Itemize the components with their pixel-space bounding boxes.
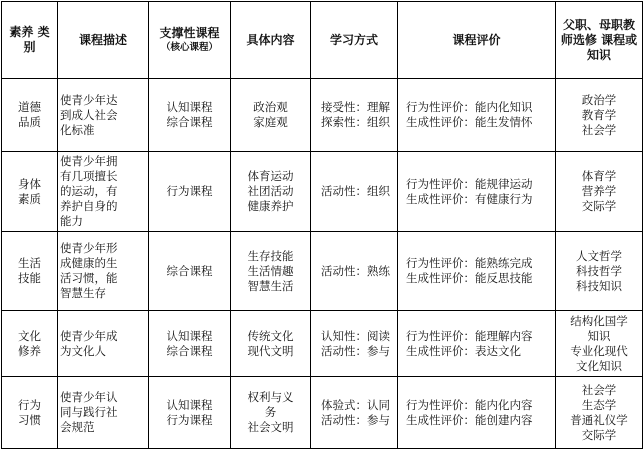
evaluation-line: 生成性评价：能生发情怀 [406,115,533,129]
knowledge-cell [556,232,643,311]
description-line: 使青少年形 [60,241,118,255]
table-row [2,232,643,311]
table-row [2,79,643,152]
learning-line: 活动性：熟练 [321,263,390,278]
evaluation-cell [398,232,556,311]
description-line: 会规范 [60,420,95,434]
description-line: 养护自身的 [60,199,118,213]
category-cell [2,152,58,232]
knowledge-line: 专业化现代 [570,343,628,358]
content-line: 智慧生活 [247,278,294,293]
content-line: 权利与义 [247,390,294,404]
header-knowledge-line: 师选修 [560,32,597,47]
knowledge-line: 知识 [587,328,611,343]
header-evaluation: 课程评价 [398,2,556,79]
category-line: 身体 [18,176,41,191]
category-line: 行为 [18,397,41,412]
category-line: 生活 [18,256,41,270]
category-line: 道德 [18,100,41,114]
description-line: 化标准 [60,122,95,137]
header-category-line: 素养 [9,25,34,39]
support-course-line: 综合课程 [166,343,213,358]
support-course-line: 行为课程 [166,412,213,427]
learning-line: 体验式：认同 [321,397,390,412]
knowledge-line: 体育学 [581,169,617,183]
category-line: 素质 [18,191,41,206]
description-line: 智慧生存 [60,286,106,300]
category-line: 技能 [18,271,41,285]
description-cell [58,377,149,449]
learning-cell [311,152,398,232]
evaluation-line: 生成性评价：能创建内容 [406,412,533,427]
category-cell [2,311,58,377]
knowledge-cell [556,377,643,449]
content-line: 社团活动 [247,184,294,198]
header-support-course-title: 支撑性课程 [159,26,220,40]
header-support-course [149,2,231,79]
table-row [2,377,643,449]
knowledge-line: 社会学 [581,382,617,397]
support-course-line: 综合课程 [166,263,213,278]
evaluation-cell [398,79,556,152]
learning-cell [311,377,398,449]
support-course-line: 认知课程 [166,100,213,114]
support-course-cell [149,311,231,377]
description-line: 成健康的生 [60,256,118,270]
description-line: 为文化人 [60,343,106,358]
header-category [2,2,58,79]
description-cell [58,232,149,311]
evaluation-cell [398,152,556,232]
learning-cell [311,79,398,152]
support-course-cell [149,79,231,152]
category-cell [2,79,58,152]
header-category-line: 类别 [23,25,50,54]
category-line: 文化 [18,328,41,343]
description-line: 的运动，有 [60,184,118,198]
content-line: 务 [264,405,277,419]
content-line: 传统文化 [247,328,294,343]
support-course-line: 行为课程 [166,184,213,198]
description-cell [58,152,149,232]
support-course-line: 综合课程 [166,115,213,129]
description-line: 使青少年认 [60,390,118,404]
support-course-cell [149,152,231,232]
content-cell [231,152,311,232]
evaluation-line: 行为性评价：能熟练完成 [406,256,533,270]
evaluation-cell [398,377,556,449]
knowledge-line: 教育学 [581,107,617,122]
knowledge-line: 文化知识 [576,358,622,373]
learning-line: 接受性：理解 [321,100,390,114]
evaluation-line: 行为性评价：能内化知识 [406,100,533,114]
category-line: 品质 [18,115,41,129]
content-cell [231,311,311,377]
content-line: 政治观 [253,100,288,114]
knowledge-line: 科技知识 [576,278,622,293]
header-description: 课程描述 [58,2,149,79]
knowledge-line: 科技哲学 [576,263,622,278]
support-course-cell [149,377,231,449]
description-cell [58,311,149,377]
content-line: 生存技能 [247,248,294,263]
description-line: 使青少年成 [60,328,118,343]
header-knowledge [556,2,643,79]
knowledge-line: 结构化国学 [570,313,628,328]
content-line: 健康养护 [247,199,294,213]
evaluation-line: 生成性评价：有健康行为 [406,191,533,206]
knowledge-cell [556,311,643,377]
description-line: 活习惯，能 [60,271,118,285]
evaluation-line: 生成性评价：能反思技能 [406,271,533,285]
header-knowledge-line: 课程或知识 [586,32,638,62]
content-line: 现代文明 [247,343,294,358]
curriculum-table [1,1,643,449]
header-learning: 学习方式 [311,2,398,79]
evaluation-line: 生成性评价：表达文化 [406,343,521,358]
learning-line: 认知性：阅读 [321,328,390,343]
content-line: 社会文明 [247,420,294,434]
header-row [2,2,643,79]
table-body [2,79,643,449]
knowledge-line: 生态学 [581,397,617,412]
header-content: 具体内容 [231,2,311,79]
content-line: 体育运动 [247,169,294,183]
support-course-line: 认知课程 [166,328,213,343]
description-line: 使青少年拥 [60,154,118,168]
description-line: 有几项擅长 [60,169,118,183]
knowledge-line: 社会学 [581,122,617,137]
table-row [2,152,643,232]
category-line: 修养 [18,343,41,358]
evaluation-line: 行为性评价：能理解内容 [406,328,533,343]
knowledge-line: 营养学 [581,184,617,198]
evaluation-line: 行为性评价：能规律运动 [406,176,533,191]
header-knowledge-line: 父职、母职教 [562,17,635,32]
content-cell [231,232,311,311]
description-line: 能力 [60,214,83,228]
evaluation-line: 行为性评价：能内化内容 [406,397,533,412]
description-line: 使青少年达 [60,92,118,107]
content-line: 家庭观 [253,115,288,129]
knowledge-line: 交际学 [581,427,617,442]
table-row [2,311,643,377]
category-cell [2,377,58,449]
learning-line: 活动性：参与 [321,412,390,427]
description-line: 到成人社会 [60,107,118,122]
content-cell [231,377,311,449]
knowledge-line: 交际学 [581,199,617,213]
support-course-line: 认知课程 [166,397,213,412]
category-line: 习惯 [18,412,41,427]
content-line: 生活情趣 [247,263,294,278]
content-cell [231,79,311,152]
header-support-course-note: （核心课程） [160,42,218,53]
category-cell [2,232,58,311]
learning-cell [311,232,398,311]
description-cell [58,79,149,152]
support-course-cell [149,232,231,311]
learning-cell [311,311,398,377]
learning-line: 活动性：组织 [321,184,390,198]
knowledge-line: 政治学 [581,92,617,107]
knowledge-line: 普通礼仪学 [570,412,628,427]
learning-line: 活动性：参与 [321,343,390,358]
description-line: 同与践行社 [60,405,118,419]
knowledge-cell [556,152,643,232]
knowledge-cell [556,79,643,152]
knowledge-line: 人文哲学 [576,248,622,263]
evaluation-cell [398,311,556,377]
learning-line: 探索性：组织 [321,115,390,129]
